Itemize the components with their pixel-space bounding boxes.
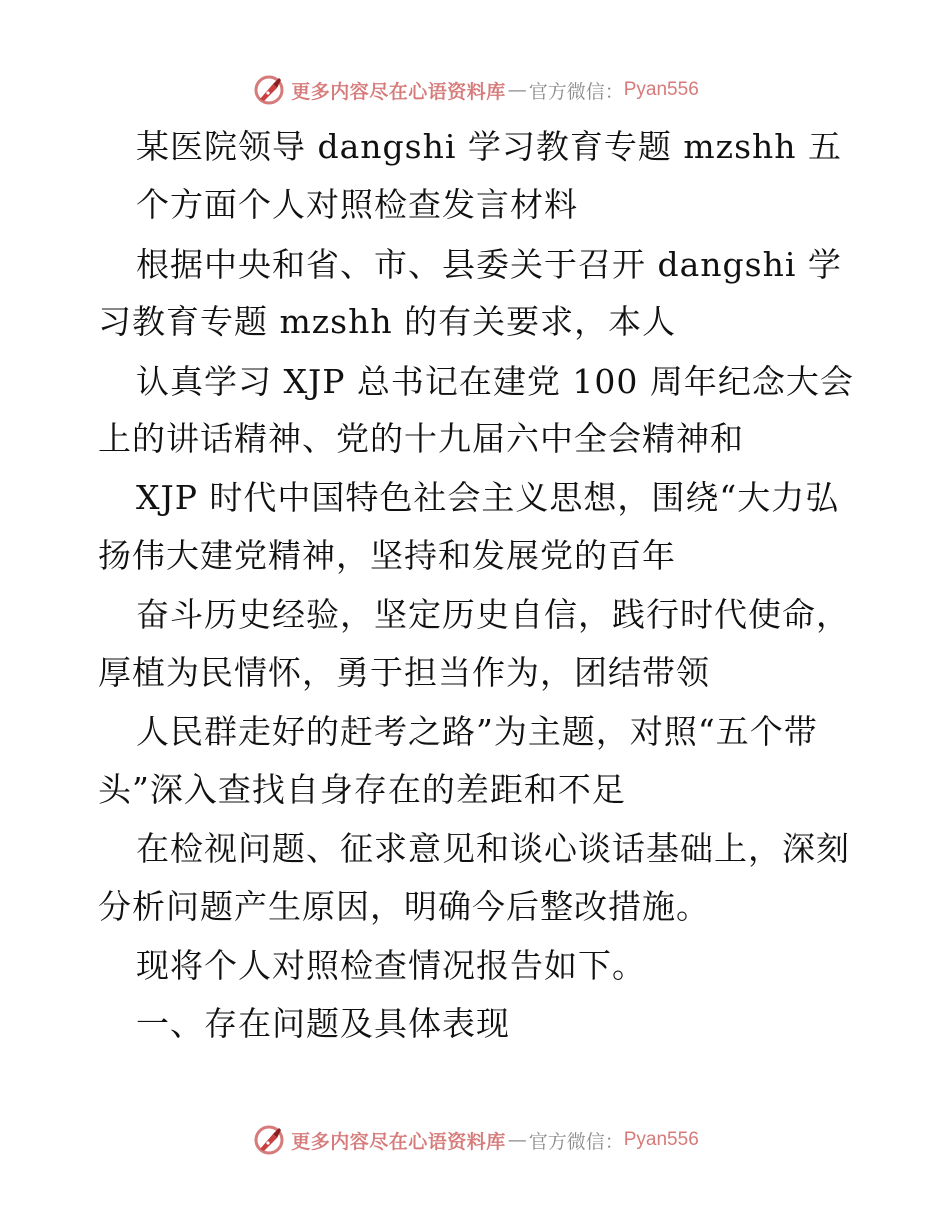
doc-section-heading: 一、存在问题及具体表现 [136,1004,510,1043]
doc-paragraph-line: 人民群走好的赶考之路”为主题，对照“五个带 [136,712,818,751]
banner-label: 官方微信： [528,80,624,103]
doc-title-line-1: 某医院领导 dangshi 学习教育专题 mzshh 五 [136,127,842,166]
doc-paragraph-line: 在检视问题、征求意见和谈心谈话基础上，深刻 [136,829,850,868]
doc-paragraph-line: 分析问题产生原因，明确今后整改措施。 [98,887,710,926]
doc-paragraph-line: 奋斗历史经验，坚定历史自信，践行时代使命， [136,595,850,634]
doc-title-line-2: 个方面个人对照检查发言材料 [136,185,578,224]
doc-paragraph-line: 根据中央和省、市、县委关于召开 dangshi 学 [136,245,842,284]
banner-dash: — [507,1129,527,1151]
banner-text: 更多内容尽在心语资料库 [291,80,506,103]
pen-nib-logo-icon [251,1122,287,1158]
banner-id: Pyan556 [623,79,699,100]
doc-paragraph-line: 认真学习 XJP 总书记在建党 100 周年纪念大会 [136,362,854,401]
pen-nib-logo-icon [251,72,287,108]
doc-paragraph-line: 厚植为民情怀，勇于担当作为，团结带领 [98,653,710,692]
banner-id: Pyan556 [623,1129,699,1150]
banner-text: 更多内容尽在心语资料库 [291,1130,506,1153]
doc-paragraph-line: 习教育专题 mzshh 的有关要求，本人 [98,302,677,341]
doc-paragraph-line: 现将个人对照检查情况报告如下。 [136,946,646,985]
doc-paragraph-line: 扬伟大建党精神，坚持和发展党的百年 [98,536,676,575]
footer-banner [0,1120,950,1160]
banner-label: 官方微信： [528,1130,624,1153]
banner-dash: — [507,79,527,101]
header-banner [0,70,950,110]
doc-paragraph-line: XJP 时代中国特色社会主义思想，围绕“大力弘 [136,478,840,517]
doc-paragraph-line: 上的讲话精神、党的十九届六中全会精神和 [98,419,744,458]
doc-paragraph-line: 头”深入查找自身存在的差距和不足 [98,770,626,809]
